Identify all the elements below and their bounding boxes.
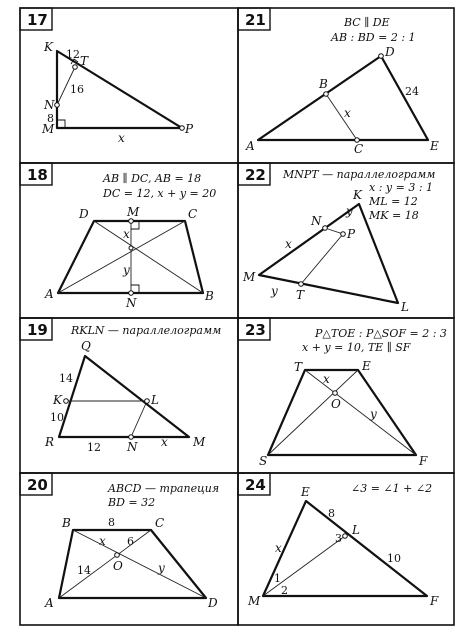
length-kt: 12 bbox=[66, 48, 80, 61]
point-label-d: D bbox=[385, 45, 395, 59]
point-label-p: P bbox=[347, 227, 356, 241]
point-label-m: M bbox=[248, 594, 261, 608]
problem-22-condition-line-3: ML = 12 bbox=[369, 195, 418, 208]
point-label-l: L bbox=[401, 300, 409, 314]
unknown-y-nk: y bbox=[346, 204, 353, 218]
problem-20-number: 20 bbox=[27, 476, 48, 494]
problem-21-number: 21 bbox=[245, 11, 266, 29]
point-label-n: N bbox=[311, 214, 322, 228]
triangle-qrm bbox=[59, 356, 189, 437]
unknown-x: x bbox=[275, 541, 282, 555]
length-kr: 10 bbox=[50, 411, 64, 424]
point-label-k: K bbox=[53, 393, 62, 407]
triangle-ade bbox=[258, 56, 428, 140]
problem-21-condition-line-2: AB : BD = 2 : 1 bbox=[331, 31, 416, 44]
point-label-c: C bbox=[155, 516, 165, 530]
unknown-x: x bbox=[99, 534, 106, 548]
point-label-f: F bbox=[430, 594, 439, 608]
unknown-x: x bbox=[118, 131, 125, 145]
problem-23 bbox=[238, 318, 454, 473]
unknown-x: x bbox=[123, 227, 130, 241]
point-label-d: D bbox=[79, 207, 89, 221]
problem-19 bbox=[20, 318, 238, 473]
point-label-l: L bbox=[352, 523, 360, 537]
problem-18-condition-line-1: AB ∥ DC, AB = 18 bbox=[103, 172, 202, 185]
segments-kl-ln bbox=[66, 401, 147, 437]
angle-label-3: 3 bbox=[335, 532, 342, 545]
problem-24-condition: ∠3 = ∠1 + ∠2 bbox=[351, 482, 433, 495]
point-label-r: R bbox=[45, 435, 55, 449]
unknown-x: x bbox=[344, 106, 351, 120]
angle-label-2: 2 bbox=[281, 584, 288, 597]
problem-21-condition-line-1: BC ∥ DE bbox=[344, 16, 390, 29]
point-label-p: P bbox=[185, 122, 194, 136]
point-label-e: E bbox=[301, 485, 310, 499]
point-label-n: N bbox=[44, 98, 55, 112]
length-oc: 6 bbox=[127, 535, 134, 548]
unknown-y: y bbox=[370, 407, 377, 421]
point-label-n: N bbox=[126, 296, 137, 310]
problem-21 bbox=[238, 8, 454, 163]
point-label-o: O bbox=[113, 559, 123, 573]
point-label-m: M bbox=[42, 122, 55, 136]
unknown-y: y bbox=[158, 561, 165, 575]
problem-22-condition-line-2: x : y = 3 : 1 bbox=[369, 181, 434, 194]
segment-bc bbox=[326, 94, 357, 140]
problem-22-condition-line-4: MK = 18 bbox=[369, 209, 419, 222]
point-label-a: A bbox=[246, 139, 255, 153]
trapezoid-abcd bbox=[58, 221, 203, 293]
unknown-y: y bbox=[123, 263, 130, 277]
point-label-a: A bbox=[45, 596, 54, 610]
problem-24-number: 24 bbox=[245, 476, 266, 494]
problem-20-condition-line-2: BD = 32 bbox=[108, 496, 156, 509]
point-label-o: O bbox=[331, 397, 341, 411]
unknown-x: x bbox=[323, 372, 330, 386]
problem-19-number: 19 bbox=[27, 321, 48, 339]
length-nm: 8 bbox=[47, 112, 54, 125]
point-label-s: S bbox=[259, 454, 268, 468]
unknown-x: x bbox=[161, 435, 168, 449]
point-label-e: E bbox=[362, 359, 371, 373]
point-label-c: C bbox=[354, 142, 364, 156]
unknown-x-mn: x bbox=[285, 237, 292, 251]
triangle-emf bbox=[263, 501, 427, 596]
length-el: 8 bbox=[328, 507, 335, 520]
problem-18-condition-line-2: DC = 12, x + y = 20 bbox=[103, 187, 217, 200]
unknown-y-mt: y bbox=[271, 284, 278, 298]
point-label-m: M bbox=[193, 435, 206, 449]
length-bc: 8 bbox=[108, 516, 115, 529]
diagonals bbox=[268, 370, 416, 455]
problem-19-condition: RKLN — параллелограмм bbox=[71, 324, 222, 337]
point-label-m: M bbox=[127, 205, 140, 219]
diagonals-and-height bbox=[58, 221, 203, 293]
problem-17-frame bbox=[20, 8, 238, 163]
length-rn: 12 bbox=[87, 441, 101, 454]
length-qk: 14 bbox=[59, 372, 73, 385]
length-nt: 16 bbox=[70, 83, 84, 96]
problem-18-number: 18 bbox=[27, 166, 48, 184]
segments-np-pt bbox=[301, 228, 343, 284]
point-label-b: B bbox=[205, 289, 214, 303]
point-label-c: C bbox=[188, 207, 198, 221]
problem-22-number: 22 bbox=[245, 166, 266, 184]
point-label-f: F bbox=[419, 454, 428, 468]
problem-23-condition-line-1: P△TOE : P△SOF = 2 : 3 bbox=[315, 327, 447, 340]
point-label-q: Q bbox=[81, 339, 91, 353]
point-label-l: L bbox=[151, 393, 159, 407]
problem-17-number: 17 bbox=[27, 11, 48, 29]
point-label-n: N bbox=[127, 440, 138, 454]
point-label-t: T bbox=[80, 54, 89, 68]
problem-17 bbox=[20, 8, 238, 163]
problem-23-number: 23 bbox=[245, 321, 266, 339]
problem-20-condition-line-1: ABCD — трапеция bbox=[108, 482, 220, 495]
problem-18 bbox=[20, 163, 238, 318]
point-label-a: A bbox=[45, 287, 54, 301]
point-label-b: B bbox=[319, 77, 328, 91]
problem-24-frame bbox=[238, 473, 454, 625]
point-label-t: T bbox=[294, 360, 303, 374]
angle-label-1: 1 bbox=[274, 572, 281, 585]
length-ao: 14 bbox=[77, 564, 91, 577]
problem-22-condition-line-1: MNPT — параллелограмм bbox=[283, 168, 436, 181]
point-label-e: E bbox=[430, 139, 439, 153]
problem-20 bbox=[20, 473, 238, 625]
length-de: 24 bbox=[405, 85, 419, 98]
length-lf: 10 bbox=[387, 552, 401, 565]
problem-23-condition-line-2: x + y = 10, TE ∥ SF bbox=[302, 341, 411, 354]
trapezoid-sfet bbox=[268, 370, 416, 455]
problem-24 bbox=[238, 473, 454, 625]
point-label-t: T bbox=[296, 288, 305, 302]
point-label-k: K bbox=[353, 188, 362, 202]
point-label-m: M bbox=[243, 270, 256, 284]
problem-22 bbox=[238, 163, 454, 318]
point-label-k: K bbox=[44, 40, 53, 54]
point-label-d: D bbox=[208, 596, 218, 610]
point-label-b: B bbox=[62, 516, 71, 530]
right-angle-m bbox=[57, 120, 65, 128]
